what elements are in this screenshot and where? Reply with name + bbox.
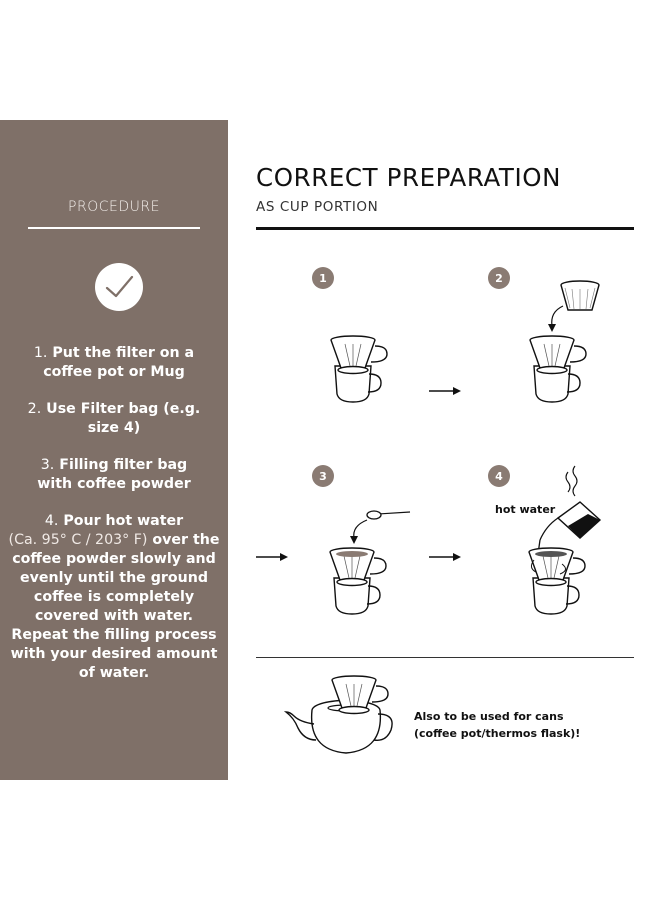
check-icon bbox=[95, 263, 143, 311]
preparation-illustrations bbox=[228, 240, 658, 780]
procedure-steps bbox=[8, 344, 220, 701]
step-3: 3. Filling filter bag with coffee powder bbox=[37, 457, 191, 492]
procedure-title: PROCEDURE bbox=[68, 199, 160, 215]
svg-text:4: 4 bbox=[495, 470, 503, 483]
procedure-sidebar bbox=[0, 120, 228, 780]
arrow-icon-3 bbox=[429, 553, 461, 561]
hot-water-label: hot water bbox=[495, 503, 556, 516]
filter-bag-illustration bbox=[548, 281, 599, 332]
svg-text:2: 2 bbox=[495, 272, 503, 285]
step-2-badge bbox=[488, 267, 510, 289]
step-1: 1. Put the filter on a coffee pot or Mug bbox=[33, 345, 195, 380]
step-4: 4. Pour hot water (Ca. 95° C / 203° F) over the coffee powder slowly and evenly until the ground coffee is completely covered with water. Repeat the filling process with your desired amount of water. bbox=[8, 513, 220, 681]
procedure-divider bbox=[28, 227, 200, 229]
filter-on-mug-illustration bbox=[331, 336, 387, 402]
coffee-scoop-illustration bbox=[350, 511, 410, 544]
svg-text:1: 1 bbox=[319, 272, 327, 285]
svg-text:3: 3 bbox=[319, 470, 327, 483]
step-2: 2. Use Filter bag (e.g. size 4) bbox=[27, 401, 201, 436]
filter-with-coffee-illustration bbox=[330, 548, 386, 614]
page-title: CORRECT PREPARATION bbox=[256, 163, 562, 192]
filter-with-water-illustration bbox=[529, 548, 585, 614]
filter-on-mug-illustration-2 bbox=[530, 336, 586, 402]
title-divider bbox=[256, 227, 634, 230]
page-subtitle: AS CUP PORTION bbox=[256, 199, 379, 215]
arrow-icon bbox=[429, 387, 461, 395]
note-line-1: Also to be used for cans bbox=[414, 710, 564, 723]
step-4-badge bbox=[488, 465, 510, 487]
arrow-icon-2 bbox=[256, 553, 288, 561]
note-line-2: (coffee pot/thermos flask)! bbox=[414, 727, 581, 740]
step-3-badge bbox=[312, 465, 334, 487]
teapot-illustration bbox=[286, 676, 392, 753]
step-1-badge bbox=[312, 267, 334, 289]
